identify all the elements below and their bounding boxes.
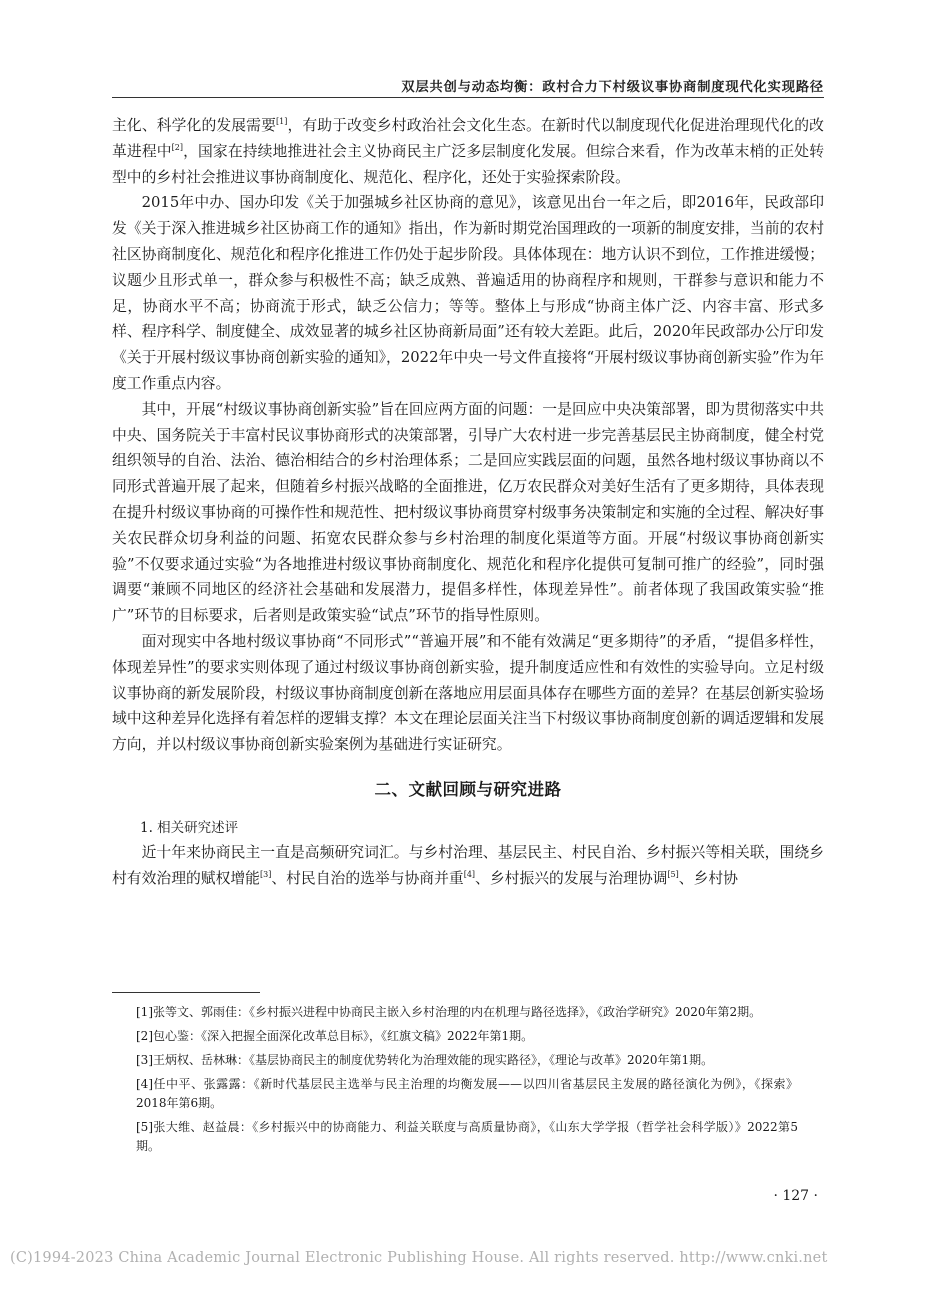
paragraph-1-part-c: ，国家在持续地推进社会主义协商民主广泛多层制度化发展。但综合来看，作为改革末梢的正处转型中的乡村社会推进议事协商制度化、规范化、程序化，还处于实验探索阶段。 (112, 142, 824, 186)
paragraph-1 (112, 113, 824, 190)
paragraph-2: 2015年中办、国办印发《关于加强城乡社区协商的意见》，该意见出台一年之后，即2016年，民政部印发《关于深入推进城乡社区协商工作的通知》指出，作为新时期党治国理政的一项新的制度安排，当前的农村社区协商制度化、规范化和程序化推进工作仍处于起步阶段。具体体现在：地方认识不到位，工作推进缓慢；议题少且形式单一，群众参与积极性不高；缺乏成熟、普遍适用的协商程序和规则，干群参与意识和能力不足，协商水平不高；协商流于形式，缺乏公信力；等等。整体上与形成“协商主体广泛、内容丰富、形式多样、程序科学、制度健全、成效显著的城乡社区协商新局面”还有较大差距。此后，2020年民政部办公厅印发《关于开展村级议事协商创新实验的通知》，2022年中央一号文件直接将“开展村级议事协商创新实验”作为年度工作重点内容。 (112, 194, 824, 392)
footnote-1: [1]张等文、郭雨佳：《乡村振兴进程中协商民主嵌入乡村治理的内在机理与路径选择》，《政治学研究》2020年第2期。 (136, 1005, 762, 1019)
paragraph-5-part-d: 、乡村协 (678, 869, 738, 887)
main-text (112, 113, 824, 892)
paragraph-5-part-b: 、村民自治的选举与协商并重 (271, 869, 464, 887)
paragraph-5-part-c: 、乡村振兴的发展与治理协调 (475, 869, 668, 887)
citation-2[interactable]: [2] (171, 142, 183, 152)
subsection-heading: 1. 相关研究述评 (140, 819, 239, 836)
page-number: · 127 · (773, 1188, 818, 1204)
paragraph-4: 面对现实中各地村级议事协商“不同形式”“普遍开展”和不能有效满足“更多期待”的矛盾，“提倡多样性，体现差异性”的要求实则体现了通过村级议事协商创新实验，提升制度适应性和有效性的实验导向。立足村级议事协商的新发展阶段，村级议事协商制度创新在落地应用层面具体存在哪些方面的差异？在基层创新实验场域中这种差异化选择有着怎样的逻辑支撑？本文在理论层面关注当下村级议事协商制度创新的调适逻辑和发展方向，并以村级议事协商创新实验案例为基础进行实证研究。 (112, 632, 824, 754)
citation-3[interactable]: [3] (259, 869, 272, 879)
running-title: 双层共创与动态均衡：政村合力下村级议事协商制度现代化实现路径 (401, 80, 824, 95)
footnote-3: [3]王炳权、岳林琳：《基层协商民主的制度优势转化为治理效能的现实路径》，《理论与改革》2020年第1期。 (136, 1053, 714, 1067)
footnote-rule (112, 992, 260, 993)
paragraph-5 (112, 840, 824, 892)
copyright-watermark: (C)1994-2023 China Academic Journal Electronic Publishing House. All rights reserved. http://www.cnki.net (10, 1250, 828, 1266)
citation-5[interactable]: [5] (667, 869, 679, 879)
paragraph-1-part-b: ，有助于改变乡村政治社会文化生态。在新时代以制度现代化促进治理现代化的改革进程中 (112, 117, 824, 160)
footnote-5: [5]张大维、赵益晨：《乡村振兴中的协商能力、利益关联度与高质量协商》，《山东大学学报（哲学社会科学版）》2022第5期。 (136, 1120, 798, 1153)
citation-4[interactable]: [4] (463, 869, 476, 879)
footnote-2: [2]包心鉴：《深入把握全面深化改革总目标》，《红旗文稿》2022年第1期。 (136, 1029, 534, 1043)
header-rule (112, 97, 824, 98)
footnotes (136, 1003, 798, 1161)
paragraph-3: 其中，开展“村级议事协商创新实验”旨在回应两方面的问题：一是回应中央决策部署，即为贯彻落实中共中央、国务院关于丰富村民议事协商形式的决策部署，引导广大农村进一步完善基层民主协商制度，健全村党组织领导的自治、法治、德治相结合的乡村治理体系；二是回应实践层面的问题，虽然各地村级议事协商以不同形式普遍开展了起来，但随着乡村振兴战略的全面推进，亿万农民群众对美好生活有了更多期待，具体表现在提升村级议事协商的可操作性和规范性、把村级议事协商贯穿村级事务决策制定和实施的全过程、解决好事关农民群众切身利益的问题、拓宽农民群众参与乡村治理的制度化渠道等方面。开展“村级议事协商创新实验”不仅要求通过实验“为各地推进村级议事协商制度化、规范化和程序化提供可复制可推广的经验”，同时强调要“兼顾不同地区的经济社会基础和发展潜力，提倡多样性，体现差异性”。前者体现了我国政策实验“推广”环节的目标要求，后者则是政策实验“试点”环节的指导性原则。 (112, 400, 824, 625)
citation-1[interactable]: [1] (275, 117, 288, 126)
paragraph-1-part-a: 主化、科学化的发展需要 (112, 117, 276, 134)
paragraph-5-part-a: 近十年来协商民主一直是高频研究词汇。与乡村治理、基层民主、村民自治、乡村振兴等相关联，围绕乡村有效治理的赋权增能 (112, 843, 824, 887)
section-heading: 二、文献回顾与研究进路 (374, 779, 562, 799)
footnote-4: [4]任中平、张露露：《新时代基层民主选举与民主治理的均衡发展——以四川省基层民主发展的路径演化为例》，《探索》2018年第6期。 (136, 1077, 798, 1110)
